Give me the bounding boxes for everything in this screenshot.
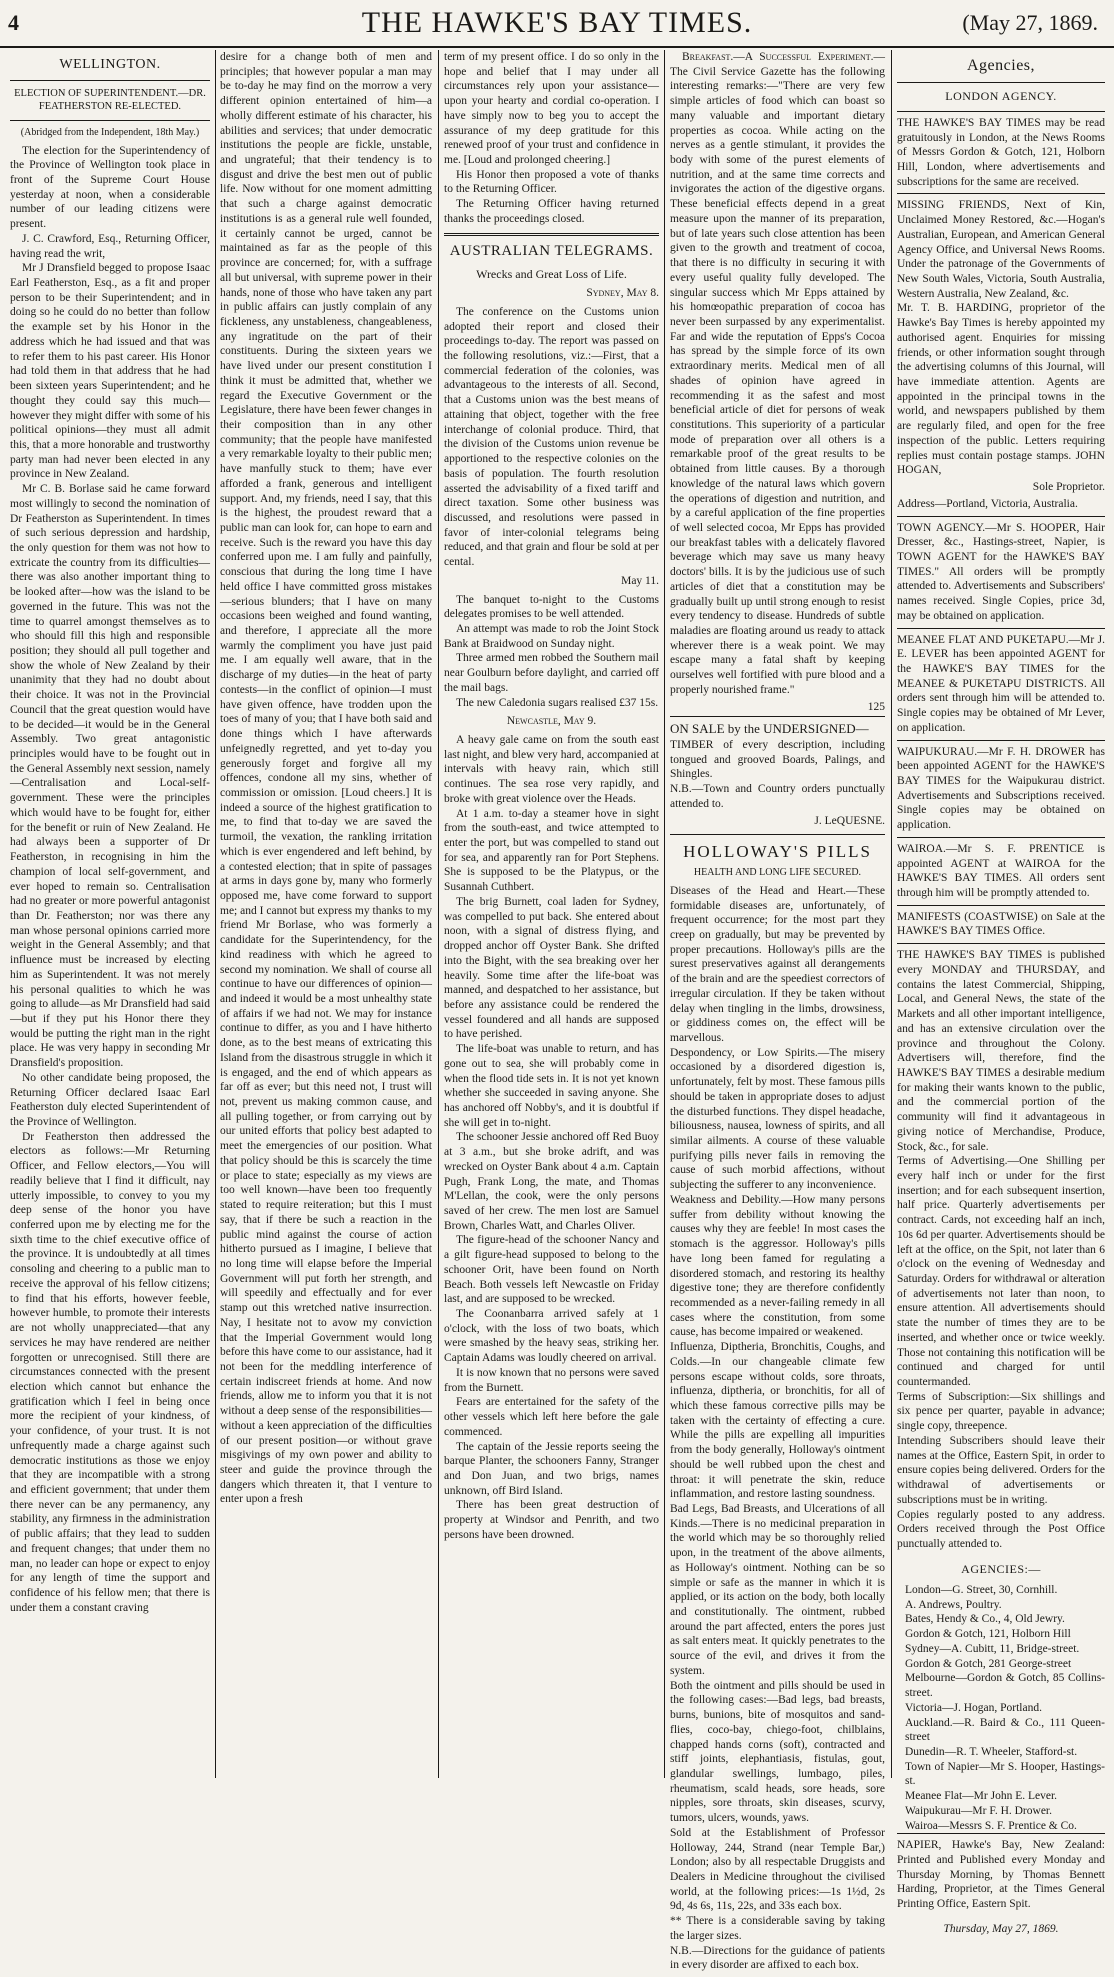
agency-item: Meanee Flat—Mr John E. Lever. [905,1790,1058,1803]
agency-item: A. Andrews, Poultry. [905,1598,1002,1611]
article-paragraph: Mr C. B. Borlase said he came forward most willingly to second the nomination of Dr Featherston as Superintendent. In times of such serious depression and hardship, the only question for them was not how to extricate the country from its difficulties—there was also another important thing to be looked after—how was the island to be governed in the future. This was not the time to quarrel amongst themselves as to who should fill this high and responsible position; they should all pull together and show the whole of New Zealand by their unanimity that they had no doubt about their choice. It was not in the Provincial Council that the great question would have to be decided—it would be in the General Assembly. Two great antagonistic principles would have to be fought out in the General Assembly next session, namely—Centralisation and Local-self-government. These were the principles which would have to be fought for, either for the benefit or ruin of New Zealand. He had always been a supporter of Dr Featherston, in recognising in him the champion of local self-government, and ever hoped to remain so. Centralisation had no greater or more powerful antagonist than Dr. Featherston; nor was there any man whose personal opinions carried more weight in the General Assembly; and that influence must be increased by electing him as Superintendent. It was not merely his personal qualities to which he was going to allude—as Mr Dransfield had said—but if they put his Honor there they would be putting the right man in the right place. He was very happy in seconding Mr Dransfield's proposition. [10,483,210,1070]
advert-text: THE HAWKE'S BAY TIMES is published every MONDAY and THURSDAY, and contains the latest Commercial, Shipping, Local, and General News, the state of the Markets and all other important intelligence, and has an extensive circulation over the province and throughout the Colony. Advertisers will, therefore, find the HAWKE'S BAY TIMES a desirable medium for making their wants known to the public, and the commercial portion of the community will find it advantageous in giving notice of Merchandise, Produce, Stock, &c., for sale. [897,949,1105,1153]
subscription-notice [897,943,1105,1555]
sale-heading: ON SALE by the UNDERSIGNED— [670,721,869,737]
advert-text: TOWN AGENCY.—Mr S. HOOPER, Hair Dresser, &c., Hastings-street, Napier, is TOWN AGENT for the HAWKE'S BAY TIMES." All orders will be promptly attended to. Advertisements and Subscribers' names received. Single Copies, price 3d, may be obtained on application. [897,521,1105,622]
agency-advert [897,740,1105,837]
telegram-paragraph: Three armed men robbed the Southern mail near Goulburn before daylight, and carried off the mail bags. [444,652,659,694]
cocoa-heading: Breakfast.—A Successful Experiment. [682,51,874,63]
column-rule [664,50,665,1778]
column-rule [438,50,439,1778]
holloway-paragraph: Weakness and Debility.—How many persons suffer from debility without knowing the causes why they are feeble! In most cases the stomach is the aggressor. Holloway's pills have long been famed for regulating a disordered stomach, and restoring its healthy digestive tone; they are therefore confidently recommended as a never-failing remedy in all cases where the constitution, from some cause, has become impaired or weakened. [670,1193,885,1339]
agency-advert [897,111,1105,194]
divider [10,80,210,81]
telegram-paragraph: Fears are entertained for the safety of the other vessels which left here before the gale commenced. [444,1396,659,1438]
masthead [0,0,1114,48]
telegram-paragraph: The life-boat was unable to return, and has gone out to sea, she will probably come in when the flood tide sets in. It is not yet known whether she succeeded in saving anyone. She has anchored off Nobby's, and it is doubtful if she will get in to-night. [444,1043,659,1129]
telegram-paragraph: There has been great destruction of property at Windsor and Penrith, and two persons have been drowned. [444,1499,659,1541]
agency-item: Gordon & Gotch, 121, Holborn Hill [905,1628,1071,1641]
sale-note: N.B.—Town and Country orders punctually attended to. [670,783,885,810]
telegram-paragraph: The figure-head of the schooner Nancy and a gilt figure-head supposed to belong to the schooner Orit, have been found on North Beach. Both vessels left Newcastle on Friday last, and are supposed to be wrecked. [444,1234,659,1306]
holloway-advert [670,834,885,1977]
agency-item: Victoria—J. Hogan, Portland. [905,1701,1042,1714]
advert-text: WAIROA.—Mr S. F. PRENTICE is appointed AGENT at WAIROA for the HAWKE'S BAY TIMES. All orders sent through him will be promptly attended to. [897,842,1105,900]
advert-text: Intending Subscribers should leave their names at the Office, Eastern Spit, in order to ensure copies being delivered. Orders for the withdrawal of advertisements or subscriptions must be in writing. [897,1434,1105,1506]
dateline: May 11. [621,574,659,587]
agencies-list-heading: AGENCIES:— [961,1561,1041,1576]
sale-signature: J. LeQUESNE. [814,814,885,827]
holloway-paragraph: Both the ointment and pills should be used in the following cases:—Bad legs, bad breasts, burns, bunions, bite of mosquitos and sand-flies, coco-bay, chiego-foot, chilblains, chapped hands corns (soft), contracted and stiff joints, elephantiasis, fistulas, gout, glandular swellings, lumbago, piles, rheumatism, scald heads, sore heads, sore nipples, sore throats, skin diseases, scurvy, tumors, ulcers, wounds, yaws. [670,1679,885,1825]
dateline: Sydney, May 8. [586,287,659,300]
column-5 [897,50,1105,1935]
advert-text: Copies regularly posted to any address. Orders received through the Post Office punctually attended to. [897,1508,1105,1550]
agency-advert [897,628,1105,740]
column-rule [215,50,216,1778]
article-source: (Abridged from the Independent, 18th May.) [20,126,200,138]
sale-text: TIMBER of every description, including tongued and grooved Boards, Palings, and Shingles. [670,738,885,781]
article-paragraph: His Honor then proposed a vote of thanks to the Returning Officer. [444,168,659,196]
column-2 [220,50,432,1778]
holloway-paragraph: N.B.—Directions for the guidance of patients in every disorder are affixed to each box. [670,1944,885,1972]
advert-text: THE HAWKE'S BAY TIMES may be read gratuitously in London, at the News Rooms of Messrs Gordon & Gotch, 121, Holborn Hill, London, where advertisements and subscriptions for the same are received. [897,116,1105,188]
article-paragraph: Mr J Dransfield begged to propose Isaac Earl Featherston, Esq., as a fit and proper person to be their Superintendent; and in doing so he could do no better than follow the example set by his Honor in the address which he had issued and that was to refer them to his past career. His Honor had told them in that address that he had been sixteen years Superintendent; and he thought they could say this much—however they might differ with some of his political opinions—they must all admit this, that a more honorable and trustworthy party man had never been elected in any province in New Zealand. [10,262,210,481]
advert-text: MANIFESTS (COASTWISE) on Sale at the HAWKE'S BAY TIMES Office. [897,910,1105,938]
telegram-paragraph: A heavy gale came on from the south east last night, and blew very hard, accompanied at intervals with heavy rain, which still continues. The sea rose very rapidly, and broke with great violence over the Heads. [444,734,659,805]
divider [10,120,210,121]
timber-advert [670,716,885,834]
agency-advert [897,837,1105,905]
article-paragraph: No other candidate being proposed, the Returning Officer declared Isaac Earl Featherston duly elected Superintendent of the Province of Wellington. [10,1071,210,1129]
issue-date: (May 27, 1869. [962,10,1098,35]
agency-item: Bates, Hendy & Co., 4, Old Jewry. [905,1613,1065,1626]
footer-date: Thursday, May 27, 1869. [943,1922,1059,1935]
holloway-subheading: HEALTH AND LONG LIFE SECURED. [693,867,862,879]
article-paragraph: The Returning Officer having returned thanks the proceedings closed. [444,198,659,225]
telegram-paragraph: The conference on the Customs union adopted their report and closed their proceedings to-day. The report was passed on the following resolutions, viz.:—First, that a commercial federation of the colonies, was advantageous to the interests of all. Second, that a Customs union was the best means of attaining that object, together with the free interchange of colonial produce. Third, that the division of the Customs union revenue be apportioned to the respective colonies on the basis of population. The fourth resolution asserted the advisability of a fixed tariff and direct taxation. Some other business was discussed, and resolutions were passed in favor of inter-colonial telegrams being reduced, and that grain and flour be sold at per cental. [444,305,659,569]
article-paragraph: desire for a change both of men and principles; that however popular a man may be to-day he may find on the morrow a very different opinion entertained of him—a wholly different estimate of his character, his abilities and services; that under democratic institutions the people are fickle, unstable, and ungrateful; that their tendency is to disgust and drive the best men out of public life. Now without for one moment admitting that such a charge against democratic institutions is as a general rule well founded, it certainly cannot be urged, cannot be maintained as far as the people of this province are concerned; for, with a suffrage all but universal, with supreme power in their hands, none of those who have taken any part in public affairs can justly complain of any fickleness, any unstableness, changeableness, any ingratitude on the part of their constituents. During the sixteen years we have lived under our present constitution I think it must be admitted that, whether we regard the Executive Government or the Legislature, there have been fewer changes in their composition than in any other community; that the people have manifested a very remarkable loyalty to their public men; have manfully stuck to them; have ever afforded a frank, generous and intelligent support. And, my friends, need I say, that this is the highest, the proudest reward that a public man can look for, can hope to earn and receive. Such is the reward you have this day conferred upon me. I am fully and painfully, conscious that during the long time I have held office I have committed gross mistakes—serious blunders; that I have on many occasions been weighed and found wanting, and therefore, I appreciate all the more warmly the compliment you have just paid me. I am equally well aware, that in the discharge of my duties—in the heat of party contests—in the conflict of opinion—I must have given offence, have trodden upon the toes of many of you; that I have both said and done things which I have afterwards unfeignedly regretted, and yet to-day you generously forget and forgive all my offences, condone all my sins, whether of commission or omission. [Loud cheers.] It is indeed a source of the highest gratification to me, to find that to-day we are saved the turmoil, the vexation, the rankling irritation which is ever engendered and left behind, by a contested election; that in spite of passages at arms in days gone by, many who formerly opposed me, have come forward to support me; and I cannot but express my thanks to my friend Mr Borlase, who was formerly a candidate for the Superintendency, for the kind readiness with which he agreed to second my nomination. We shall of course all continue to have our differences of opinion—and indeed it would be a most unhealthy state of affairs if we had not. We may for instance continue to differ, as you and I have hitherto done, as to the best means of extricating this Island from the disastrous struggle in which it is engaged, and the end of which appears as far off as ever; but this need not, I trust will not, prevent us making common cause, and all pulling together, or from carrying out by our united efforts that policy best adapted to meet the emergencies of our position. What that policy should be this is scarcely the time or place to state; especially as my views are too well known—have been too frequently stated to require reiteration; but this I must say, that if there be such a reaction in the public mind against the course of action hitherto pursued as I imagine, I believe that no long time will elapse before the Imperial Government will put forth her strength, and will speedily and effectually and for ever stamp out this wretched native insurrection. Nay, I hesitate not to avow my conviction that the Imperial Government would long before this have come to our assistance, had it not been for the meddling interference of certain indiscreet friends at home. And now friends, allow me to inform you that it is not without a deep sense of the responsibilities—without a keen appreciation of the difficulties of our present position—or without grave misgivings of my own power and ability to steer and guide the province through the dangers which threaten it, that I venture to enter upon a fresh [220,51,432,1506]
divider [897,82,1105,83]
dateline: Newcastle, May 9. [506,715,597,728]
agencies-heading: Agencies, [966,57,1036,74]
advert-text: MEANEE FLAT AND PUKETAPU.—Mr J. E. LEVER has been appointed AGENT for the HAWKE'S BAY TIMES for the MEANEE & PUKETAPU DISTRICTS. All orders sent through him will be attended to. Single copies may be obtained of Mr Lever, on application. [897,633,1105,734]
holloway-paragraph: Diseases of the Head and Heart.—These formidable diseases are, unfortunately, of frequent occurrence; for the most part they creep on gradually, but may be prevented by proper precautions. Holloway's pills are the surest preservatives against all derangements of the brain and are the speediest correctors of irregular circulation. If they be taken without delay when tingling in the limbs, drowsiness, or giddiness comes on, the effect will be marvellous. [670,884,885,1045]
telegram-paragraph: The Coonanbarra arrived safely at 1 o'clock, with the loss of two boats, which were smashed by the heavy seas, striking her. Captain Adams was loudly cheered on arrival. [444,1308,659,1365]
agency-item: Gordon & Gotch, 281 George-street [905,1657,1072,1670]
agency-item: Town of Napier—Mr S. Hooper, Hastings-st. [905,1760,1105,1788]
agency-item: Melbourne—Gordon & Gotch, 85 Collins-street. [905,1672,1105,1700]
agency-item: Sydney—A. Cubitt, 11, Bridge-street. [905,1642,1080,1655]
agency-item: Wairoa—Messrs S. F. Prentice & Co. [905,1819,1077,1832]
imprint-text: NAPIER, Hawke's Bay, New Zealand: Printed and Published every Monday and Thursday Morning, by Thomas Bennett Harding, Proprietor, at the Times General Printing Office, Eastern Spit. [897,1839,1105,1911]
column-rule [891,50,892,1778]
article-paragraph: Dr Featherston then addressed the electors as follows:—Mr Returning Officer, and Fellow electors,—You will readily believe that I find it difficult, nay utterly impossible, to convey to you my deep sense of the honor you have conferred upon me by electing me for the sixth time to the chief executive office of the province. It is undoubtedly at all times consoling and cheering to a public man to receive the approval of his fellow citizens; to find that his efforts, however feeble, however humble, to promote their interests are not wholly unappreciated—that any services he may have rendered are neither forgotten or unrecognised. Still there are circumstances connected with the present election which cannot but enhance the gratification which I feel in being once more the recipient of your kindness, of your confidence, of your trust. It is not unfrequently made a charge against such democratic institutions as those we enjoy that they are incompatible with a strong and efficient government; that under them there never can be any permanency, any stability, any firmness in the administration of public affairs; that they lead to sudden and frequent changes; that under them no man, no leader can hope or expect to enjoy for any length of time the support and confidence of his fellow men; that there is under them a constant craving [10,1130,210,1614]
advert-text: Mr. T. B. HARDING, proprietor of the Hawke's Bay Times is hereby appointed my authorised agent. Enquiries for missing friends, or other information sought through the advertising columns of this Journal, will have immediate attention. Agents are appointed in the principal towns in the world, and newspapers published by them are regularly filed, and open for the free inspection of the public. Letters requiring replies must contain postage stamps. JOHN HOGAN, [897,302,1105,477]
holloway-paragraph: Despondency, or Low Spirits.—The misery occasioned by a disordered digestion is, unfortunately, felt by most. These famous pills should be taken in appropriate doses to adjust the disturbed functions. They dispel headache, biliousness, nausea, lowness of spirits, and all similar ailments. A course of these valuable purifying pills never fails in removing the cause of such morbid affections, without subjecting the sufferer to any inconvenience. [670,1046,885,1192]
holloway-paragraph: Bad Legs, Bad Breasts, and Ulcerations of all Kinds.—There is no medicinal preparation in the world which may be so thoroughly relied upon, in the treatment of the above ailments, as Holloway's ointment. Nothing can be so simple or safe as the manner in which it is applied, or its action on the body, both locally and constitutionally. The ointment, rubbed around the part affected, enters the pores just as salt enters meat. It quickly penetrates to the source of the evil, and drives it from the system. [670,1503,885,1677]
advert-number: 125 [867,700,885,713]
agency-advert [897,905,1105,943]
telegrams-subheading: Wrecks and Great Loss of Life. [476,266,627,281]
column-1 [10,50,210,1778]
article-paragraph: term of my present office. I do so only in the hope and belief that I may under all circumstances rely upon your assistance—upon your hearty and cordial co-operation. I have simply now to beg you to accept the assurance of my deep gratitude for this renewed proof of your trust and confidence in me. [Loud and prolonged cheering.] [444,51,659,167]
telegram-paragraph: The captain of the Jessie reports seeing the barque Planter, the schooners Fanny, Stranger and Don Juan, and two brigs, names unknown, off Bird Island. [444,1440,659,1497]
cocoa-advert [670,50,885,698]
advert-text: Terms of Subscription:—Six shillings and six pence per quarter, payable in advance; single copy, threepence. [897,1390,1105,1433]
holloway-paragraph: Sold at the Establishment of Professor Holloway, 244, Strand (near Temple Bar,) London; also by all respectable Druggists and Dealers in Medicine throughout the civilised world, at the following prices:—1s 1½d, 2s 9d, 4s 6s, 11s, 22s, and 33s each box. [670,1826,885,1913]
telegram-paragraph: At 1 a.m. to-day a steamer hove in sight from the south-east, and twice attempted to enter the port, but was compelled to stand out for sea, and apparently ran for Port Stephens. She is supposed to be the Platypus, or the Susannah Cuthbert. [444,807,659,894]
cocoa-text: —The Civil Service Gazette has the following interesting remarks:—"There are very few simple articles of food which can boast so many valuable and important dietary properties as cocoa. While acting on the nerves as a gentle stimulant, it provides the body with some of the purest elements of nutrition, and at the same time corrects and invigorates the action of the digestive organs. These beneficial effects depend in a great measure upon the manner of its preparation, but of late years such close attention has been given to the growth and treatment of cocoa, that there is no difficulty in securing it with every useful quality fully developed. The singular success which Mr Epps attained by his homœopathic preparation of cocoa has never been surpassed by any experimentalist. Far and wide the reputation of Epps's Cocoa has spread by the simple force of its own extraordinary merits. Medical men of all shades of opinion have agreed in recommending it as the safest and most beneficial article of diet for persons of weak constitutions. This superiority of a particular mode of preparation over all others is a remarkable proof of the great results to be obtained from little causes. By a thorough knowledge of the natural laws which govern the operations of digestion and nutrition, and by a careful application of the fine properties of well selected cocoa, Mr Epps has provided our breakfast tables with a delicately flavored beverage which may save us many heavy doctors' bills. It is by the judicious use of such articles of diet that a constitution may be gradually built up until strong enough to resist every tendency to disease. Hundreds of subtle maladies are floating around us ready to attack wherever there is a weak point. We may escape many a fatal shaft by keeping ourselves well fortified with pure blood and a properly nourished frame." [670,51,885,696]
section-heading: WELLINGTON. [59,57,161,72]
advert-text: Terms of Advertising.—One Shilling per every half inch or under for the first insertion; and for each subsequent insertion, half price. Quarterly advertisements per contract. Cards, not exceeding half an inch, 10s 6d per quarter. Advertisements should be left at the office, on the Spit, not later than 6 o'clock on the evening of Wednesday and Saturday. Orders for withdrawal or alteration of advertisements not later than noon, to ensure attention. All advertisements should state the number of times they are to be inserted, and whether once or twice weekly. Those not containing this notification will be continued and charged for until countermanded. [897,1155,1105,1389]
column-4 [670,50,885,1972]
advert-text: MISSING FRIENDS, Next of Kin, Unclaimed Money Restored, &c.—Hogan's Australian, European, and American General Agency Office, and Universal News Rooms. Under the patronage of the Governments of New South Wales, Victoria, South Australia, Western Australia, New Zealand, &c. [897,199,1105,300]
column-3 [444,50,659,1778]
telegram-paragraph: The new Caledonia sugars realised £37 15s. [456,696,659,709]
agency-item: Auckland.—R. Baird & Co., 111 Queen-street [905,1716,1105,1744]
agency-advert [897,193,1105,515]
holloway-paragraph: Influenza, Diptheria, Bronchitis, Coughs, and Colds.—In our changeable climate few persons escape without colds, sore throats, influenza, diptheria, or bronchitis, for all of which these famous corrective pills may be taken with the certainty of effecting a cure. While the pills are expelling all impurities from the body generally, Holloway's ointment should be well rubbed upon the chest and throat: it will penetrate the skin, reduce inflammation, and restore lasting soundness. [670,1341,885,1501]
telegram-paragraph: The banquet to-night to the Customs delegates promises to be well attended. [444,593,659,621]
telegram-paragraph: An attempt was made to rob the Joint Stock Bank at Braidwood on Sunday night. [444,622,659,650]
holloway-heading: HOLLOWAY'S PILLS [683,842,872,862]
holloway-paragraph: ** There is a considerable saving by taking the larger sizes. [670,1915,885,1942]
divider [444,233,659,236]
newspaper-title: THE HAWKE'S BAY TIMES. [361,6,753,39]
telegram-paragraph: The schooner Jessie anchored off Red Buoy at 3 a.m., but she broke adrift, and was wrecked on Oyster Bank about 4 a.m. Captain Pugh, Frank Long, the mate, and Thomas M'Lellan, the cook, were the only persons saved of her crew. The men lost are Samuel Brown, Charles Watt, and Charles Oliver. [444,1131,659,1232]
article-paragraph: J. C. Crawford, Esq., Returning Officer, having read the writ, [10,232,210,260]
telegram-paragraph: The brig Burnett, coal laden for Sydney, was compelled to put back. She entered about noon, with a signal of distress flying, and dropped anchor off Oyster Bank. She drifted into the Bight, with the sea breaking over her heavily. Some time after the life-boat was manned, and despatched to her assistance, but before any assistance could be rendered the vessel foundered and all hands are supposed to have perished. [444,895,659,1041]
telegram-paragraph: It is now known that no persons were saved from the Burnett. [444,1366,659,1394]
imprint [897,1833,1105,1916]
agency-item: Dunedin—R. T. Wheeler, Stafford-st. [905,1745,1078,1758]
article-paragraph: The election for the Superintendency of the Province of Wellington took place in front of the Supreme Court House yesterday at noon, when a considerable number of our leading citizens were present. [10,144,210,231]
page-number: 4 [8,10,19,35]
agency-item: London—G. Street, 30, Cornhill. [905,1584,1058,1597]
article-subheading: ELECTION OF SUPERINTENDENT.—DR. FEATHERSTON RE-ELECTED. [14,87,206,113]
advert-text: WAIPUKURAU.—Mr F. H. DROWER has been appointed AGENT for the HAWKE'S BAY TIMES for the Waipukurau district. Advertisements and Subscriptions received. Single copies may be obtained on application. [897,745,1105,832]
london-agency-heading: LONDON AGENCY. [945,89,1057,104]
agency-advert [897,516,1105,628]
advert-signature: Sole Proprietor. [1032,481,1105,494]
telegrams-heading: AUSTRALIAN TELEGRAMS. [449,242,654,259]
agency-item: Waipukurau—Mr F. H. Drower. [905,1804,1052,1817]
advert-address: Address—Portland, Victoria, Australia. [897,497,1078,510]
